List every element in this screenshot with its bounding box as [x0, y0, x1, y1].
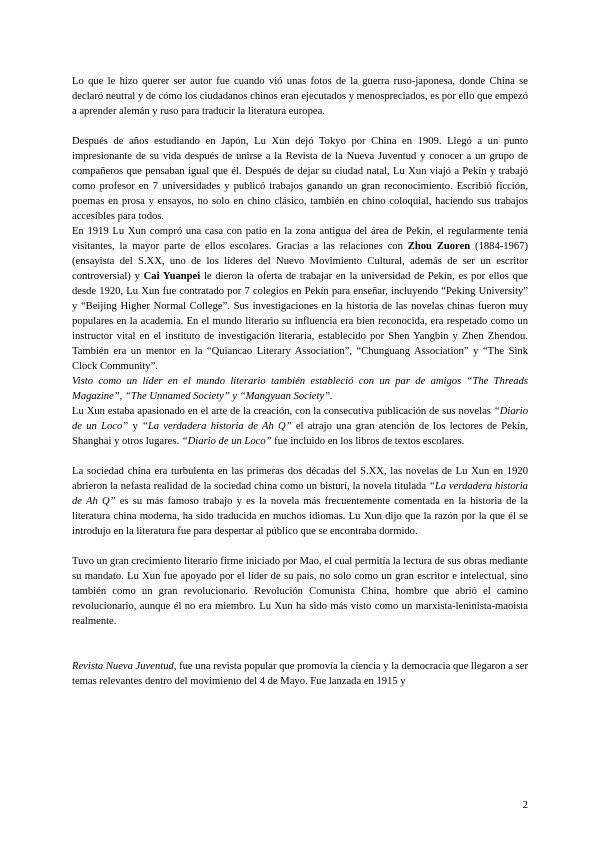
- paragraph-japan: Después de años estudiando en Japón, Lu Xun dejó Tokyo por China en 1909. Llegó a un punto impresionante de su vida después de unirse a la Revista de la Nueva Juventud y conocer a un grupo de compañeros que pensaban igual que él. Después de dejar su ciudad natal, Lu Xun viajó a Pekín y trabajó como profesor en 7 universidades y publicó trabajos ganando un gran reconocimiento. Escribió ficción, poemas en prosa y ensayos, no solo en chino clásico, también en chino coloquial, haciendo sus trabajos accesibles para todos.: [72, 136, 528, 222]
- paragraph-mao: Tuvo un gran crecimiento literario firme iniciado por Mao, el cual permitía la lectura de sus obras mediante su mandato. Lu Xun fue apoyado por el líder de su país, no solo como un gran escritor e intelectual, sino también como un gran revolucionario. Revolución Comunista China, hombre que abrió el camino revolucionario, aunque él no era miembro. Lu Xun ha sido más visto como un marxista-leninista-maoista realmente.: [72, 556, 528, 627]
- paragraph-spacer: [72, 539, 528, 554]
- magazine-title: Revista Nueva Juventud: [72, 661, 174, 672]
- name-zhou-zuoren: Zhou Zuoren: [407, 241, 471, 252]
- paragraph-nueva-juventud: [72, 659, 528, 689]
- paragraph-novels: [72, 404, 528, 449]
- novel-title: “Diario de un Loco”: [181, 436, 272, 447]
- body-text: [72, 74, 528, 689]
- paragraph-photos: Lo que le hizo querer ser autor fue cuando vió unas fotos de la guerra ruso-japonesa, donde China se declaró neutral y de cómo los ciudadanos chinos eran ejecutados y menospreciados, es por ello que empezó a aprender alemán y ruso para traducir la literatura europea.: [72, 76, 528, 117]
- text-run: Lu Xun estaba apasionado en el arte de la creación, con la consecutiva publicación de sus novelas: [72, 406, 494, 417]
- page-number: 2: [522, 799, 528, 811]
- text-run: y: [128, 421, 142, 432]
- text-run: fue incluido en los libros de textos escolares.: [271, 436, 465, 447]
- paragraph-spacer: [72, 629, 528, 659]
- paragraph-spacer: [72, 449, 528, 464]
- italic-text: Visto como un líder en el mundo literario también estableció con un par de amigos “The Threads Magazine”, “The Unnamed Society” y “Mangyuan Society”.: [72, 376, 528, 402]
- novel-title: “La verdadera historia de Ah Q”: [142, 421, 292, 432]
- text-run: En 1919 Lu Xun compró una casa con patio en la zona antigua del área de Pekín, el regularmente tenía visitantes, la mayor parte de ellos escolares. Gracias a las relaciones con: [72, 226, 528, 252]
- text-run: La sociedad china era turbulenta en las primeras dos décadas del S.XX, las novelas de Lu Xun en 1920 abrieron la nefasta realidad de la sociedad china como un bisturí, la novela titulada: [72, 466, 528, 492]
- paragraph-beijing-1919: [72, 224, 528, 374]
- text-run: (1884-1967) (ensayista del S.XX, uno de los líderes del Nuevo Movimiento Cultural, además de ser un escritor controversial) y: [72, 241, 529, 282]
- text-run: es su más famoso trabajo y es la novela más frecuentemente comentada en la historia de la literatura china moderna, ha sido traducida en muchos idiomas. Lu Xun dijo que la razón por la que él se introdujo en la literatura fue para despertar al público que se encontraba dormido.: [72, 496, 529, 537]
- name-cai-yuanpei: Cai Yuanpei: [143, 271, 201, 282]
- paragraph-spacer: [72, 119, 528, 134]
- paragraph-magazines: [72, 374, 528, 404]
- novel-title: “La verdadera historia de Ah Q”: [72, 481, 528, 507]
- novel-title: “Diario de un Loco”: [72, 406, 528, 432]
- paragraph-society: [72, 464, 528, 539]
- text-run: el atrajo una gran atención de los lectores de Pekín, Shanghai y otros lugares.: [72, 421, 528, 447]
- text-run: le dieron la oferta de trabajar en la universidad de Pekín, es por ellos que desde 1920, Lu Xun fue contratado por 7 colegios en Pekín para enseñar, incluyendo “Peking University” y “Beijing Higher Normal College”. Sus investigaciones en la historia de las novelas chinas fueron muy populares en la academia. En el mundo literario su influencia era bien reconocida, era respetado como un instructor vital en el instituto de investigación literaria, establecido por Shen Yangbin y Zhen Zhendou. También era un mentor en la “Quiancao Literary Association”, “Chunguang Association” y “The Sink Clock Community”.: [72, 271, 528, 372]
- text-run: , fue una revista popular que promovía la ciencia y la democracia que llegaron a ser temas relevantes dentro del movimiento del 4 de Mayo. Fue lanzada en 1915 y: [72, 661, 528, 687]
